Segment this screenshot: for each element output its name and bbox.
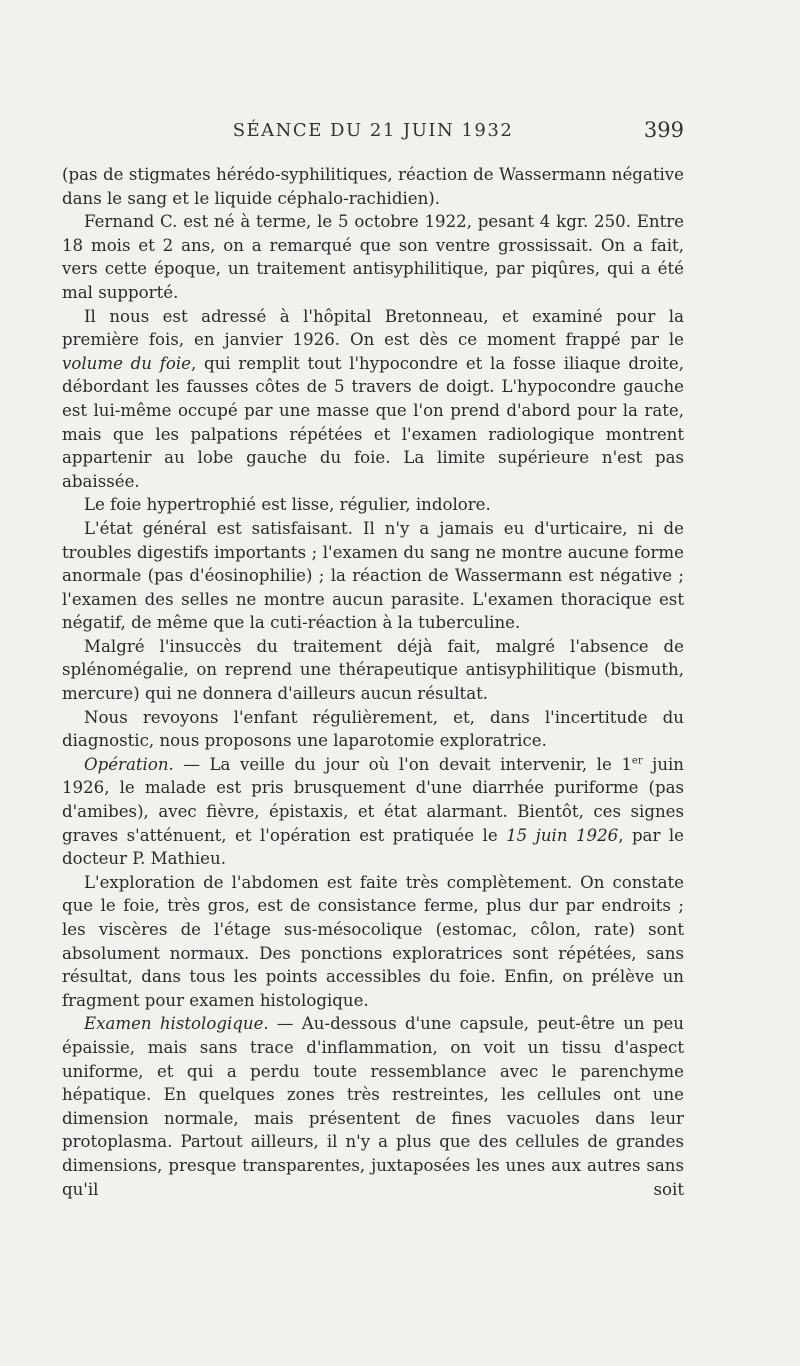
- paragraph-1: (pas de stigmates hérédo-syphilitiques, réaction de Wassermann négative dans le sang et le liquide céphalo-rachidien).: [62, 165, 684, 208]
- header-title: SÉANCE DU 21 JUIN 1932: [232, 120, 514, 141]
- operation-heading: Opération.: [84, 754, 174, 774]
- paragraph-7: Nous revoyons l'enfant régulièrement, et, dans l'incertitude du diagnostic, nous proposons une laparotomie exploratrice.: [62, 707, 684, 751]
- histology-heading: Examen histologique.: [84, 1014, 269, 1034]
- paragraph-10-text: — Au-dessous d'une capsule, peut-être un peu épaissie, mais sans trace d'inflammation, on voit un tissu d'aspect uniforme, et qui a perdu toute ressemblance avec le parenchyme hépatique. En quelques zones très restreintes, les cellules ont une dimension normale, mais présentent de fines vacuoles dans leur protoplasma. Partout ailleurs, il n'y a plus que des cellules de grandes dimensions, presque transparentes, juxtaposées les unes aux autres sans qu'il soit: [62, 1014, 684, 1199]
- page-number: 399: [643, 118, 684, 142]
- running-header: [62, 118, 684, 148]
- paragraph-5: L'état général est satisfaisant. Il n'y a jamais eu d'urticaire, ni de troubles digestifs importants ; l'examen du sang ne montre aucune forme anormale (pas d'éosinophilie) ; la réaction de Wassermann est négative ; l'examen des selles ne montre aucun parasite. L'examen thoracique est négatif, de même que la cuti-réaction à la tuberculine.: [62, 518, 684, 633]
- paragraph-4: Le foie hypertrophié est lisse, régulier, indolore.: [84, 495, 491, 515]
- paragraph-8-text-2: juin 1926, le malade est pris brusquement d'une diarrhée puriforme (pas d'amibes), avec fièvre, épistaxis, et état alarmant. Bientôt, ces signes graves s'atténuent, et l'opération est pratiquée le: [62, 754, 684, 845]
- paragraph-10: [62, 1012, 684, 1201]
- paragraph-3: [62, 305, 684, 494]
- paragraph-2: Fernand C. est né à terme, le 5 octobre 1922, pesant 4 kgr. 250. Entre 18 mois et 2 ans, on a remarqué que son ventre grossissait. On a fait, vers cette époque, un traitement antisyphilitique, par piqûres, qui a été mal supporté.: [62, 212, 684, 302]
- ordinal-superscript: er: [631, 755, 643, 767]
- paragraph-6: Malgré l'insuccès du traitement déjà fait, malgré l'absence de splénomégalie, on reprend une thérapeutique antisyphilitique (bismuth, mercure) qui ne donnera d'ailleurs aucun résultat.: [62, 636, 684, 704]
- body-text: [62, 163, 684, 1201]
- paragraph-9: L'exploration de l'abdomen est faite très complètement. On constate que le foie, très gros, est de consistance ferme, plus dur par endroits ; les viscères de l'étage sus-mésocolique (estomac, côlon, rate) sont absolument normaux. Des ponctions exploratrices sont répétées, sans résultat, dans tous les points accessibles du foie. Enfin, on prélève un fragment pour examen histologique.: [62, 872, 684, 1010]
- paragraph-8-text: — La veille du jour où l'on devait intervenir, le 1: [173, 754, 632, 774]
- paragraph-3-text: Il nous est adressé à l'hôpital Bretonneau, et examiné pour la première fois, en janvier 1926. On est dès ce moment frappé par le: [62, 306, 684, 350]
- operation-date: 15 juin 1926: [506, 825, 619, 845]
- paragraph-8-text-3: , par le docteur P. Mathieu.: [62, 825, 684, 869]
- paragraph-8: [62, 753, 684, 871]
- paragraph-3-emphasis: volume du foie: [62, 353, 191, 373]
- paragraph-3-text-end: , qui remplit tout l'hypocondre et la fosse iliaque droite, débordant les fausses côtes de 5 travers de doigt. L'hypocondre gauche est lui-même occupé par une masse que l'on prend d'abord pour la rate, mais que les palpations répétées et l'examen radiologique montrent appartenir au lobe gauche du foie. La limite supérieure n'est pas abaissée.: [62, 353, 684, 491]
